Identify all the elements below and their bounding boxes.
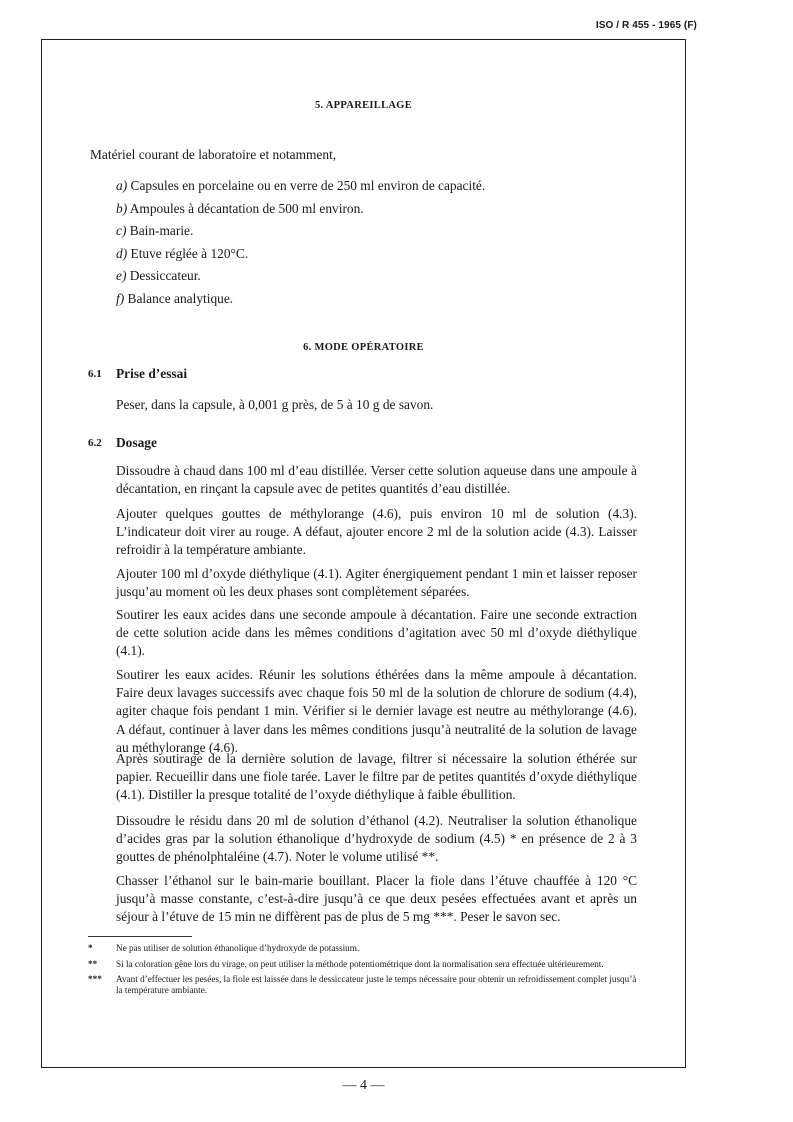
dosage-paragraph: Chasser l’éthanol sur le bain-marie bouillant. Placer la fiole dans l’étuve chauffée à 120 °C jusqu’à masse constante, c’est-à-dire jusqu’à ce que deux pesées effectuées avant et après un séjour à l’étuve de 15 min ne diffèrent pas de plus de 5 mg ***. Peser le savon sec.	[116, 873, 637, 925]
list-item: b) Ampoules à décantation de 500 ml environ.	[116, 200, 364, 216]
footnote-divider	[88, 936, 192, 937]
dosage-paragraph: Ajouter 100 ml d’oxyde diéthylique (4.1). Agiter énergiquement pendant 1 min et laisser reposer jusqu’au moment où les deux phases sont complètement séparées.	[116, 566, 637, 600]
list-item: c) Bain-marie.	[116, 223, 194, 238]
list-item: e) Dessiccateur.	[116, 268, 201, 283]
subsection-6-1-number: 6.1	[88, 368, 102, 380]
subsection-6-1-text: Peser, dans la capsule, à 0,001 g près, de 5 à 10 g de savon.	[116, 397, 434, 412]
list-item: f) Balance analytique.	[116, 290, 234, 306]
equipment-list	[116, 175, 485, 310]
list-item: d) Etuve réglée à 120°C.	[116, 245, 249, 261]
page-frame	[41, 39, 686, 1068]
page-number: — 4 —	[342, 1078, 385, 1093]
dosage-paragraph: Dissoudre à chaud dans 100 ml d’eau distillée. Verser cette solution aqueuse dans une ampoule à décantation, en rinçant la capsule avec de petites quantités d’eau distillée.	[116, 463, 637, 497]
footnote: * Ne pas utiliser de solution éthanolique d’hydroxyde de potassium.	[88, 943, 360, 953]
footnote: ** Si la coloration gêne lors du virage, on peut utiliser la méthode potentiométrique dont la normalisation sera effectuée ultérieurement.	[88, 958, 604, 969]
document-reference: ISO / R 455 - 1965 (F)	[595, 20, 697, 31]
footnotes	[88, 943, 643, 1000]
section-5-intro: Matériel courant de laboratoire et notamment,	[90, 147, 337, 162]
footnote: *** Avant d’effectuer les pesées, la fiole est laissée dans le dessiccateur juste le temps nécessaire pour obtenir un refroidissement complet jusqu’à la température ambiante.	[88, 974, 637, 995]
list-item: a) Capsules en porcelaine ou en verre de 250 ml environ de capacité.	[116, 178, 486, 193]
section-6-title: 6. MODE OPÉRATOIRE	[303, 342, 424, 353]
dosage-paragraph: Ajouter quelques gouttes de méthylorange (4.6), puis environ 10 ml de solution (4.3). L’indicateur doit virer au rouge. A défaut, ajouter encore 2 ml de la solution acide (4.3). Laisser refroidir à la température ambiante.	[116, 506, 637, 558]
dosage-paragraph: Soutirer les eaux acides. Réunir les solutions éthérées dans la même ampoule à décantation. Faire deux lavages successifs avec chaque fois 50 ml de la solution de chlorure de sodium (4.4), agiter chaque fois pendant 1 min. Vérifier si le dernier lavage est neutre au méthylorange (4.6). A défaut, continuer à laver dans les mêmes conditions jusqu’à neutralité de la solution de lavage au méthylorange (4.6).	[116, 667, 637, 755]
subsection-6-1-title: Prise d’essai	[116, 366, 188, 381]
dosage-paragraph: Soutirer les eaux acides dans une seconde ampoule à décantation. Faire une seconde extraction de cette solution acide dans les mêmes conditions d’agitation avec 50 ml d’oxyde diéthylique (4.1).	[116, 607, 637, 659]
dosage-paragraph: Dissoudre le résidu dans 20 ml de solution d’éthanol (4.2). Neutraliser la solution éthanolique d’acides gras par la solution éthanolique d’hydroxyde de sodium (4.5) * en présence de 2 à 3 gouttes de phénolphtaléine (4.7). Noter le volume utilisé **.	[116, 813, 637, 865]
dosage-paragraph: Après soutirage de la dernière solution de lavage, filtrer si nécessaire la solution éthérée sur papier. Recueillir dans une fiole tarée. Laver le filtre par de petites quantités d’oxyde diéthylique (4.1). Distiller la presque totalité de l’oxyde diéthylique à faible ébullition.	[116, 751, 637, 803]
section-5-title: 5. APPAREILLAGE	[314, 100, 413, 111]
subsection-6-2-number: 6.2	[88, 437, 102, 449]
subsection-6-2-title: Dosage	[116, 435, 157, 450]
